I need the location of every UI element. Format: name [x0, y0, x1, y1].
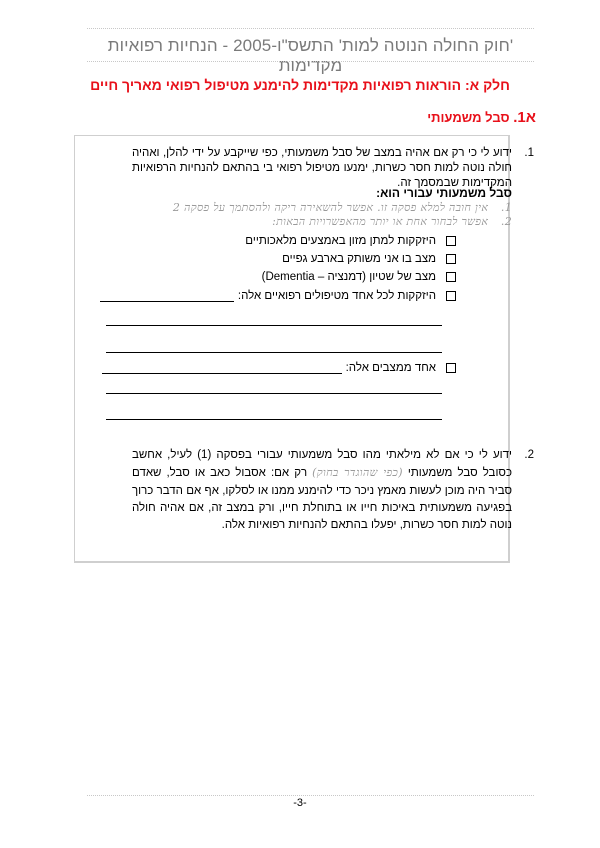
- note-2-number: 2.: [500, 215, 512, 228]
- section-label: סבל משמעותי: [427, 110, 510, 125]
- option-artificial-feeding[interactable]: [245, 235, 456, 247]
- treatments-blank-line-2[interactable]: [106, 325, 442, 326]
- treatments-blank-field[interactable]: [100, 291, 234, 302]
- checkbox[interactable]: [446, 272, 456, 282]
- note-1: [173, 201, 512, 214]
- note-1-text: אין חובה למלא פסקה זו. אפשר להשאירה ריקה ולהסתמך על פסקה 2: [172, 201, 489, 214]
- part-title: חלק א: הוראות רפואיות מקדימות להימנע מטיפול רפואי מאריך חיים: [90, 77, 510, 93]
- paragraph-1-number: 1.: [524, 147, 534, 159]
- conditions-blank-line-2[interactable]: [106, 393, 442, 394]
- header-bottom-divider: [87, 61, 534, 62]
- paragraph-2-handwritten-note: (כפי שהוגדר בחוק): [312, 466, 403, 480]
- option-label: היזקקות למתן מזון באמצעים מלאכותיים: [245, 235, 436, 247]
- conditions-blank-line-3[interactable]: [106, 419, 442, 420]
- checkbox[interactable]: [446, 254, 456, 264]
- footer-divider: [87, 795, 534, 796]
- checkbox[interactable]: [446, 363, 456, 373]
- paragraph-1-text: ידוע לי כי רק אם אהיה במצב של סבל משמעותי, כפי שייקבע על ידי להלן, ואהיה חולה נוטה למות חסר כשרות, ימנעו מטיפול רפואי בי בהתאם להנחיות הרפואיות המקדימות שבמסמך זה.: [132, 147, 512, 189]
- treatments-blank-line-3[interactable]: [106, 352, 442, 353]
- header-top-divider: [87, 28, 534, 29]
- running-header: 'חוק החולה הנוטה למות' התשס"ו-2005 - הנחיות רפואיות מקדימות: [107, 36, 514, 75]
- page-number: -3-: [293, 797, 307, 809]
- paragraph-1: [132, 146, 534, 191]
- paragraph-2-number: 2.: [524, 449, 534, 461]
- note-1-number: 1.: [500, 201, 512, 214]
- definition-label: סבל משמעותי עבורי הוא:: [376, 186, 512, 200]
- checkbox[interactable]: [446, 291, 456, 301]
- option-label: מצב בו אני משותק בארבע גפיים: [282, 253, 436, 265]
- option-label: היזקקות לכל אחד מטיפולים רפואיים אלה:: [237, 290, 436, 302]
- conditions-blank-field[interactable]: [102, 363, 342, 374]
- option-conditions[interactable]: [102, 362, 456, 374]
- note-2: [272, 215, 512, 228]
- option-label: אחד ממצבים אלה:: [345, 362, 436, 374]
- note-2-text: אפשר לבחור אחת או יותר מהאפשרויות הבאות:: [272, 215, 489, 228]
- option-dementia[interactable]: [262, 271, 456, 283]
- checkbox[interactable]: [446, 236, 456, 246]
- paragraph-2-text-after: רק אם: אסבול כאב או סבל, שאדם סביר היה מוכן לעשות מאמץ ניכר כדי להימנע ממנו או לסלקו, אף אם הדבר כרוך בפגיעה משמעותית באיכות חייו או בתוחלת חייו, ורק במצב זה, אם אהיה חולה נוטה למות חסר כשרות, יפעלו בהתאם להנחיות רפואיות אלה.: [132, 467, 512, 532]
- option-label: מצב של שטיון (דמנציה – Dementia): [261, 271, 436, 283]
- option-medical-treatments[interactable]: [100, 290, 456, 302]
- section-number: א1.: [513, 109, 536, 126]
- option-quadriplegia[interactable]: [282, 253, 456, 265]
- paragraph-2-text-before: ידוע לי כי אם לא מילאתי מהו סבל משמעותי עבורי בפסקה (1) לעיל, אחשב כסובל סבל משמעותי: [132, 449, 513, 480]
- paragraph-2: [132, 447, 534, 534]
- section-title: [427, 109, 536, 126]
